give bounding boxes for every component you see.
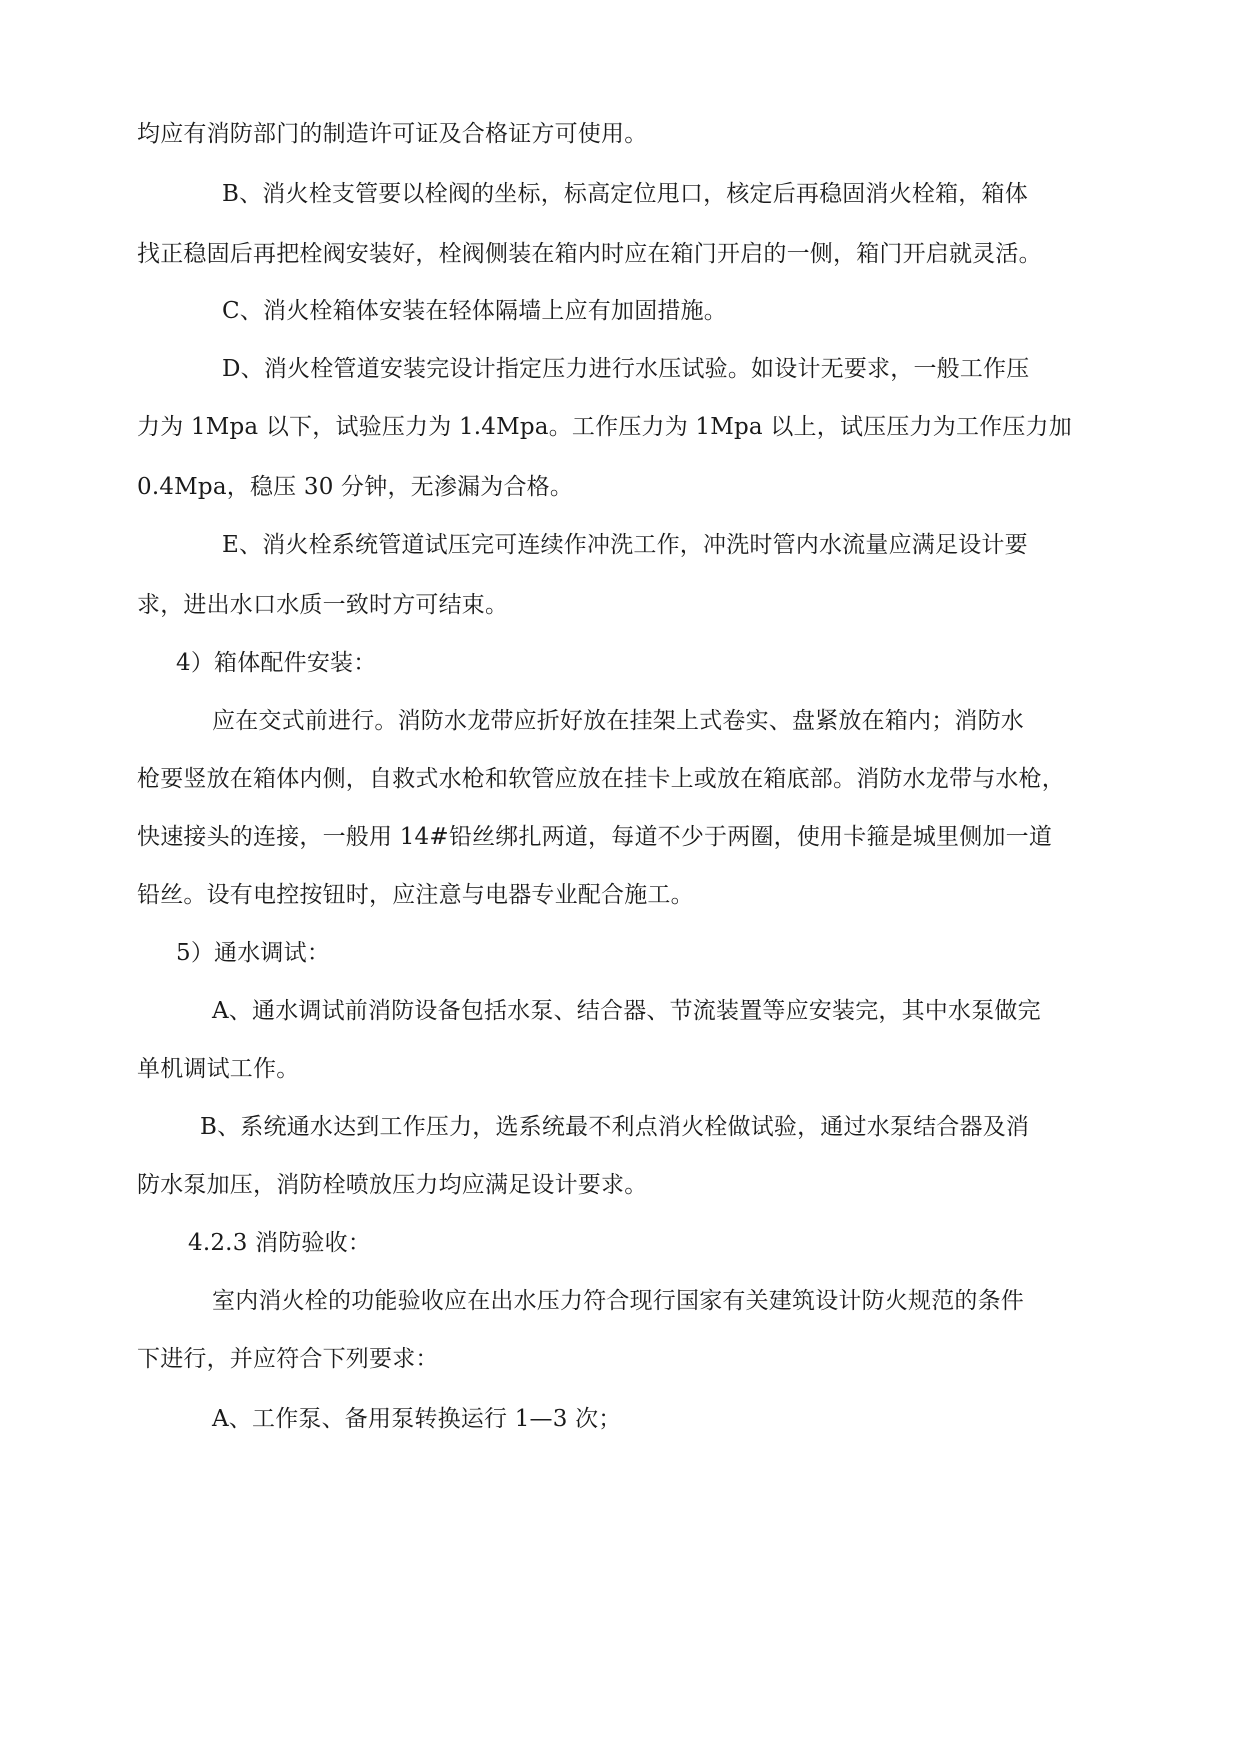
text-line: 找正稳固后再把栓阀安装好，栓阀侧装在箱内时应在箱门开启的一侧，箱门开启就灵活。 (137, 241, 1042, 267)
text-line: 均应有消防部门的制造许可证及合格证方可使用。 (137, 121, 648, 147)
text-line: B、消火栓支管要以栓阀的坐标，标高定位甩口，核定后再稳固消火栓箱，箱体 (222, 181, 1028, 207)
text-line: A、工作泵、备用泵转换运行 1—3 次； (212, 1406, 622, 1432)
text-line: 单机调试工作。 (137, 1056, 300, 1082)
text-line: C、消火栓箱体安装在轻体隔墙上应有加固措施。 (222, 298, 727, 324)
text-line: 力为 1Mpa 以下，试验压力为 1.4Mpa。工作压力为 1Mpa 以上，试压压力为工作压力加 (137, 414, 1072, 440)
text-line: 枪要竖放在箱体内侧，自救式水枪和软管应放在挂卡上或放在箱底部。消防水龙带与水枪， (137, 766, 1065, 792)
section-heading: 4.2.3 消防验收： (188, 1230, 372, 1256)
text-line: 快速接头的连接，一般用 14#铅丝绑扎两道，每道不少于两圈，使用卡箍是城里侧加一道 (137, 824, 1053, 850)
text-line: A、通水调试前消防设备包括水泵、结合器、节流装置等应安装完，其中水泵做完 (212, 998, 1041, 1024)
text-line: B、系统通水达到工作压力，选系统最不利点消火栓做试验，通过水泵结合器及消 (200, 1114, 1030, 1140)
text-line: 0.4Mpa，稳压 30 分钟，无渗漏为合格。 (137, 474, 574, 500)
text-line: 应在交式前进行。消防水龙带应折好放在挂架上式卷实、盘紧放在箱内；消防水 (212, 708, 1024, 734)
section-heading: 4）箱体配件安装： (176, 650, 377, 676)
text-line: 铅丝。设有电控按钮时，应注意与电器专业配合施工。 (137, 882, 694, 908)
text-line: 下进行，并应符合下列要求： (137, 1346, 439, 1372)
text-line: 求，进出水口水质一致时方可结束。 (137, 592, 509, 618)
text-line: 室内消火栓的功能验收应在出水压力符合现行国家有关建筑设计防火规范的条件 (212, 1288, 1024, 1314)
text-line: E、消火栓系统管道试压完可连续作冲洗工作，冲洗时管内水流量应满足设计要 (222, 532, 1028, 558)
text-line: 防水泵加压，消防栓喷放压力均应满足设计要求。 (137, 1172, 648, 1198)
section-heading: 5）通水调试： (176, 940, 331, 966)
text-line: D、消火栓管道安装完设计指定压力进行水压试验。如设计无要求，一般工作压 (222, 356, 1030, 382)
